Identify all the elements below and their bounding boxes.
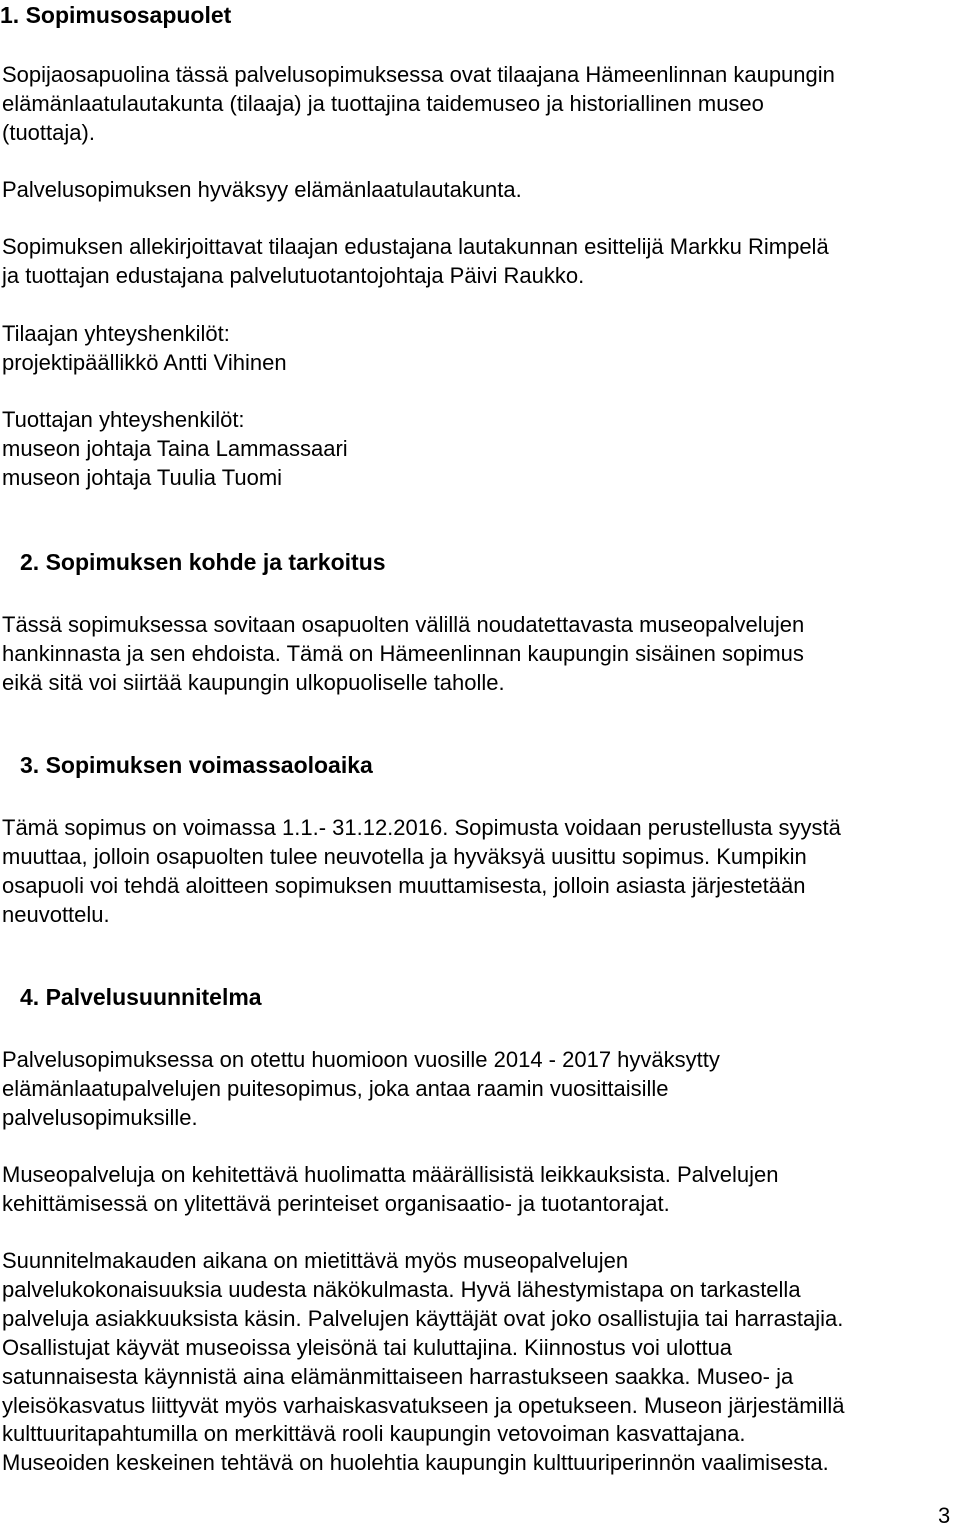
section-4-heading: 4. Palvelusuunnitelma (20, 984, 262, 1010)
section-1-paragraph-signatories: Sopimuksen allekirjoittavat tilaajan edustajana lautakunnan esittelijä Markku Rimpelä ja tuottajan edustajana palvelutuotantojohtaja Päivi Raukko. (2, 234, 829, 288)
section-1-paragraph-approval: Palvelusopimuksen hyväksyy elämänlaatulautakunta. (2, 177, 522, 202)
section-4-paragraph-development: Museopalveluja on kehitettävä huolimatta määrällisistä leikkauksista. Palvelujen kehittämisessä on ylitettävä perinteiset organisaatio- ja tuotantorajat. (2, 1162, 779, 1216)
section-4-paragraph-framework: Palvelusopimuksessa on otettu huomioon vuosille 2014 - 2017 hyväksytty elämänlaatupalvelujen puitesopimus, joka antaa raamin vuosittaisille palvelusopimuksille. (2, 1047, 720, 1130)
section-3-heading: 3. Sopimuksen voimassaoloaika (20, 752, 373, 778)
section-3-paragraph: Tämä sopimus on voimassa 1.1.- 31.12.2016. Sopimusta voidaan perustellusta syystä muuttaa, jolloin osapuolten tulee neuvotella ja hyväksyä uusittu sopimus. Kumpikin osapuoli voi tehdä aloitteen sopimuksen muuttamisesta, jolloin asiasta järjestetään neuvottelu. (2, 815, 841, 927)
section-1-paragraph-client-contacts: Tilaajan yhteyshenkilöt: projektipäällikkö Antti Vihinen (2, 321, 287, 375)
section-1-paragraph-parties: Sopijaosapuolina tässä palvelusopimuksessa ovat tilaajana Hämeenlinnan kaupungin elämänlaatulautakunta (tilaaja) ja tuottajina taidemuseo ja historiallinen museo (tuottaja). (2, 62, 835, 145)
section-1-heading: 1. Sopimusosapuolet (0, 2, 232, 28)
page-number: 3 (938, 1503, 951, 1528)
section-2-heading: 2. Sopimuksen kohde ja tarkoitus (20, 549, 386, 575)
section-4-paragraph-planning: Suunnitelmakauden aikana on mietittävä myös museopalvelujen palvelukokonaisuuksia uudesta näkökulmasta. Hyvä lähestymistapa on tarkastella palveluja asiakkuuksista käsin. Palvelujen käyttäjät ovat joko osallistujia tai harrastajia. Osallistujat käyvät museoissa yleisönä tai kuluttajina. Kiinnostus voi ulottua satunnaisesta käynnistä aina elämänmittaiseen harrastukseen saakka. Museo- ja yleisökasvatus liittyvät myös varhaiskasvatukseen ja opetukseen. Museon järjestämillä kulttuuritapahtumilla on merkittävä rooli kaupungin vetovoiman kasvattajana. Museoiden keskeinen tehtävä on huolehtia kaupungin kulttuuriperinnön vaalimisesta. (2, 1248, 845, 1476)
section-1-paragraph-producer-contacts: Tuottajan yhteyshenkilöt: museon johtaja Taina Lammassaari museon johtaja Tuulia Tuomi (2, 407, 348, 490)
section-2-paragraph: Tässä sopimuksessa sovitaan osapuolten välillä noudatettavasta museopalvelujen hankinnasta ja sen ehdoista. Tämä on Hämeenlinnan kaupungin sisäinen sopimus eikä sitä voi siirtää kaupungin ulkopuoliselle taholle. (2, 612, 805, 695)
